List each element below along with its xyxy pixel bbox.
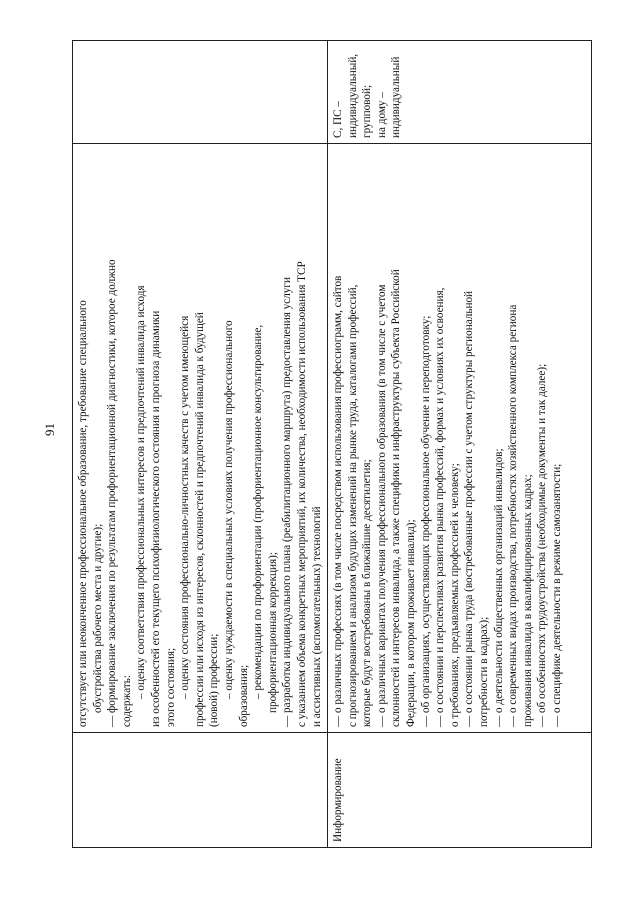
text-line: индивидуальный (390, 56, 403, 138)
text-line: профессии или исходя из интересов, склонностей и предпочтений инвалида к будущей (193, 312, 206, 727)
text-line: с прогнозированием и анализом будущих изменений на рынке труда, каталогами профессий, (346, 284, 359, 727)
text-line: групповой; (361, 84, 374, 138)
text-line: профориентационная коррекция); (266, 552, 279, 713)
text-line: и ассистивных (вспомогательных) технологий (310, 506, 323, 727)
text-line: — формирование заключения по результатам профориентационной диагностики, которое должно (106, 259, 119, 727)
text-line: образования; (237, 664, 250, 727)
table-cell-service-name (73, 733, 328, 848)
text-line: отсутствует или неоконченное профессиональное образование, требование специального (77, 300, 89, 727)
text-line: из особенностей его текущего психофизиологического состояния и прогноза динамики (149, 310, 162, 727)
table-row (328, 41, 592, 848)
text-line: — о состоянии рынка труда (востребованные профессии с учетом структуры региональной (463, 290, 476, 727)
text-line: о требованиях, предъявляемых профессией к человеку; (448, 463, 461, 727)
table-cell-service-description (328, 144, 592, 733)
table-cell-service-description (73, 144, 328, 733)
text-line: — о различных профессиях (в том числе посредством использования профессиограмм, сайтов (332, 275, 345, 727)
text-line: – оценку соответствия профессиональных интересов и предпочтений инвалида исходя (135, 285, 148, 699)
text-line: с указанием объема конкретных мероприятий, их количества, необходимости использования ТСР (295, 261, 308, 727)
text-line: этого состояния; (164, 647, 177, 727)
text-line: проживания инвалида в квалифицированных кадрах; (521, 474, 534, 727)
text-line: — об особенностях трудоустройства (необходимые документы и так далее); (536, 363, 549, 727)
services-table (72, 40, 592, 848)
text-line: — разработка индивидуального плана (реабилитационного маршрута) предоставления услуги (281, 277, 294, 727)
text-line: — о специфике деятельности в режиме самозанятости; (551, 463, 563, 727)
table-cell-form (73, 41, 328, 144)
text-line: – оценку нуждаемости в специальных условиях получения профессионального (222, 320, 235, 699)
text-line: — о современных видах производства, потребностях хозяйственного комплекса региона (507, 304, 520, 727)
text-line: которые будут востребованы в ближайшие десятилетия; (361, 459, 374, 727)
text-line: склонностей и интересов инвалида, а также специфики и инфраструктуры субъекта Российской (390, 269, 403, 727)
table-cell-service-name: Информирование (328, 733, 592, 848)
table-row (73, 41, 328, 848)
text-line: на дому – (375, 92, 388, 138)
text-line: Федерации, в котором проживает инвалид); (405, 519, 418, 727)
text-line: содержать: (120, 675, 133, 727)
text-line: потребности в кадрах); (478, 616, 491, 727)
text-line: — о деятельности общественных организаций инвалидов; (492, 448, 505, 727)
text-line: С, ПС – (332, 101, 345, 138)
rotated-page-content (72, 40, 592, 848)
text-line: – рекомендации по профориентации (профориентационное консультирование, (252, 324, 265, 699)
text-line: — о различных вариантах получения профессионального образования (в том числе с учетом (375, 284, 388, 727)
table-cell-form (328, 41, 592, 144)
text-line: обустройства рабочего места и другие); (91, 523, 104, 713)
page-number: 91 (42, 423, 57, 436)
text-line: индивидуальный, (346, 53, 359, 138)
text-line: (новой) профессии; (208, 633, 221, 727)
text-line: — о состоянии и перспективах развития рынка профессий, формах и условиях их освоения, (434, 287, 447, 727)
text-line: – оценку состояния профессионально-личностных качеств с учетом имеющейся (179, 315, 192, 699)
text-line: — об организациях, осуществляющих профессиональное обучение и переподготовку; (419, 315, 432, 727)
